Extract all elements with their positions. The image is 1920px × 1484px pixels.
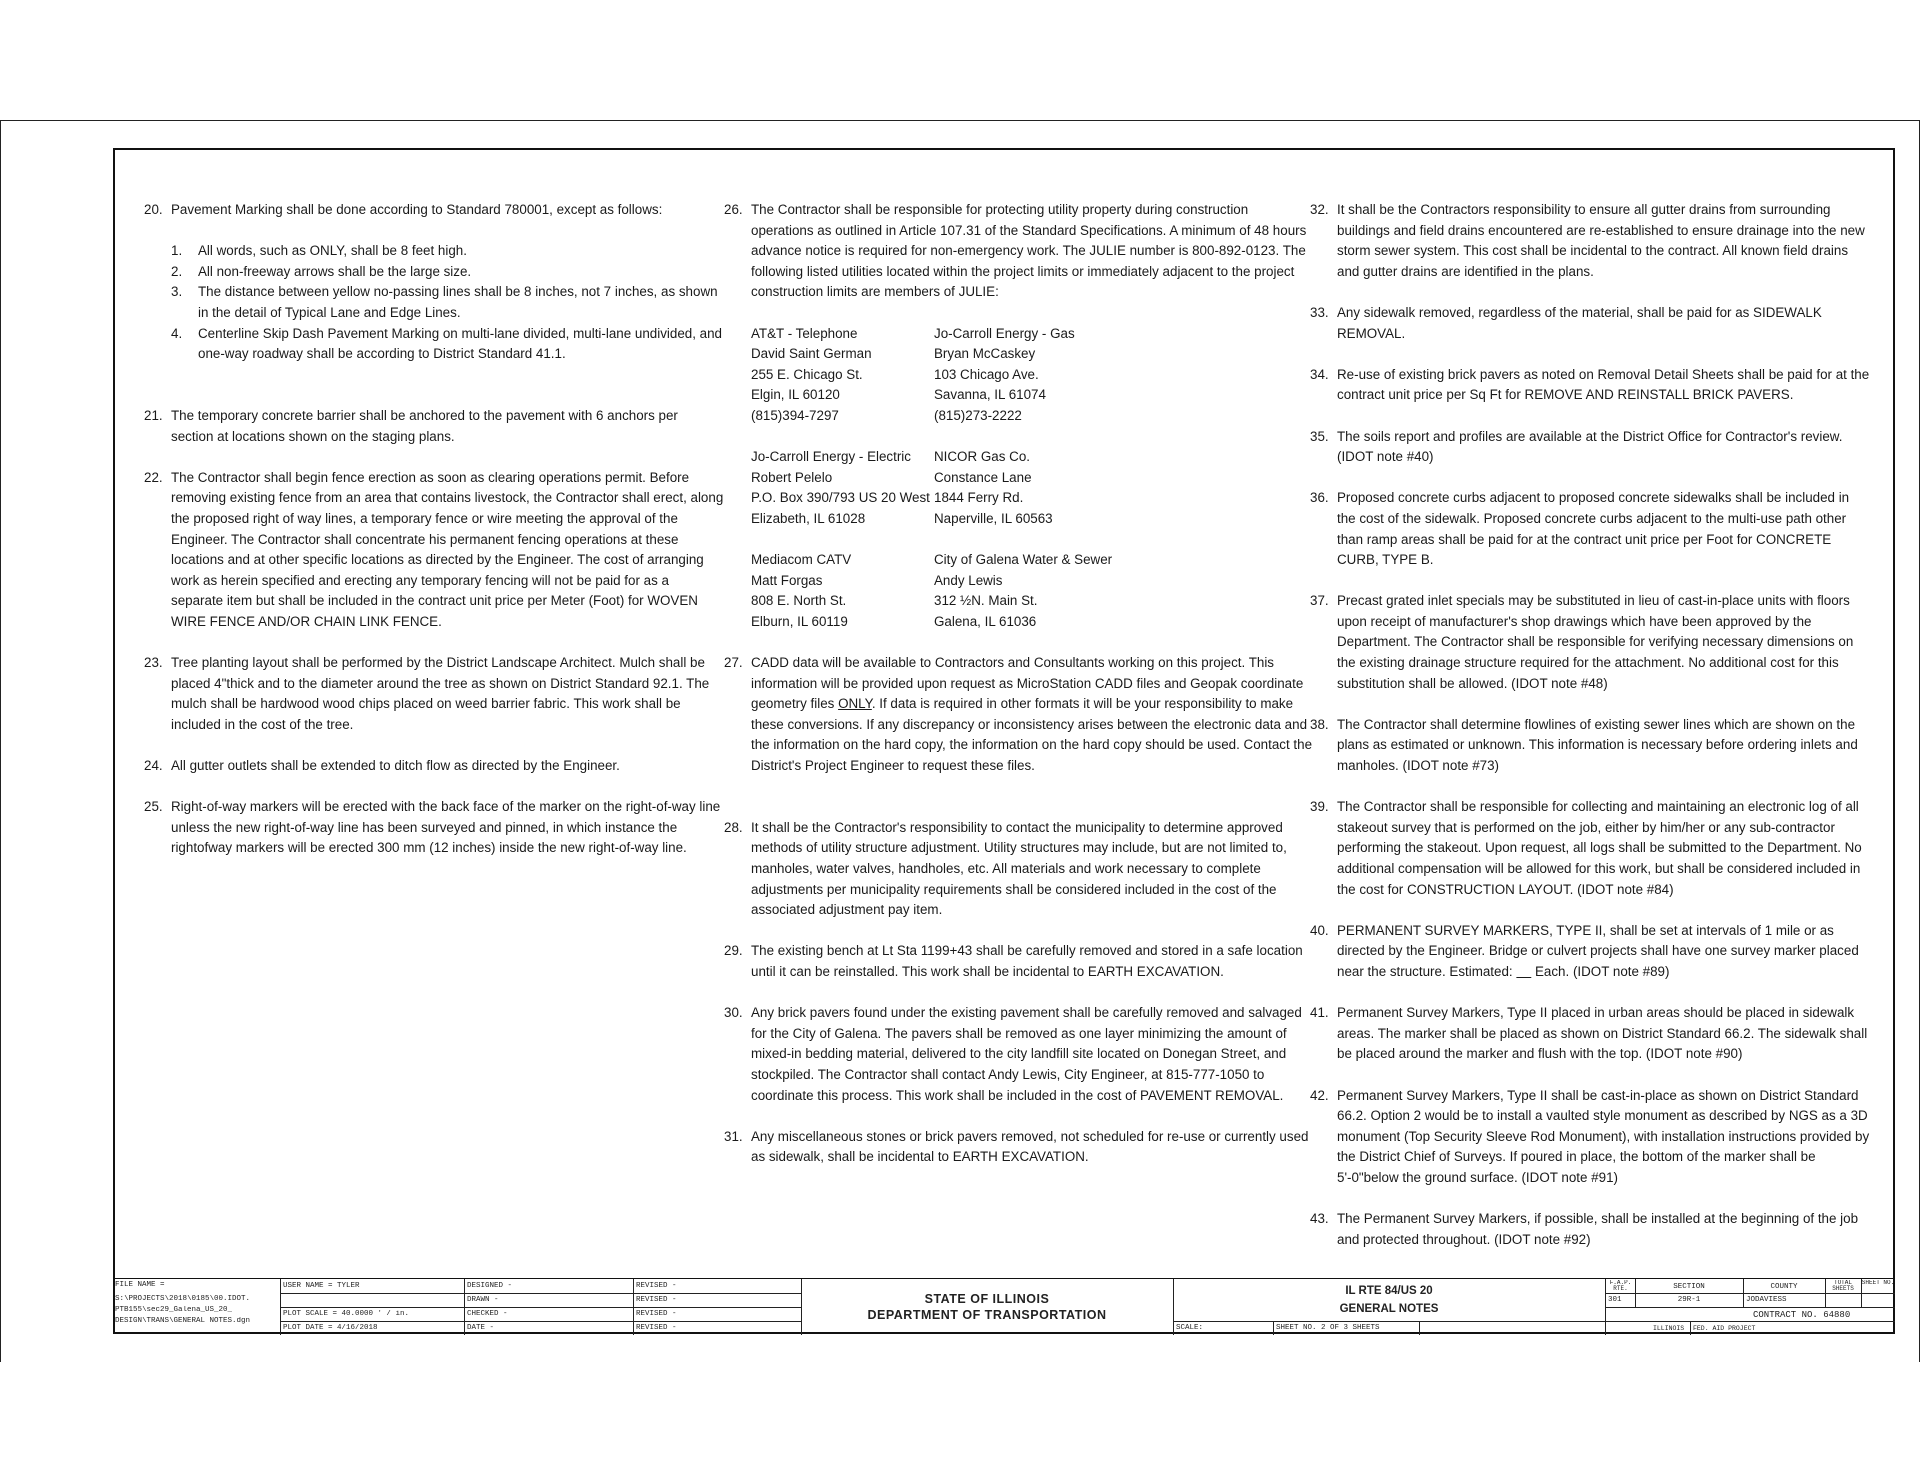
file-name-line-2: PTB155\sec29_Galena_US_20_ <box>115 1306 233 1314</box>
agency-name-line-2: DEPARTMENT OF TRANSPORTATION <box>867 1308 1107 1322</box>
scale-label: SCALE: <box>1176 1324 1204 1332</box>
note-31: 31. Any miscellaneous stones or brick pavers removed, not scheduled for re-use or currently used as sidewalk, shall be incidental to EARTH EXCAVATION. <box>724 1128 1309 1165</box>
plot-date: PLOT DATE = 4/16/2018 <box>283 1324 378 1332</box>
file-name-label: FILE NAME = <box>115 1281 165 1289</box>
county-value: JODAVIESS <box>1746 1296 1787 1304</box>
section-value: 29R-1 <box>1677 1296 1701 1304</box>
note-42: 42. Permanent Survey Markers, Type II shall be cast-in-place as shown on District Standard 66.2. Option 2 would be to install a vaulted style monument as described by NGS as a 3D monument (Top Security Sleeve Rod Monument), with installation instructions provided by the District Chief of Surveys. If poured in place, the bottom of the marker shall be 5'-0"below the ground surface. (IDOT note #91) <box>1310 1087 1870 1185</box>
note-20-item-1: 1. All words, such as ONLY, shall be 8 feet high. <box>171 243 467 259</box>
utility-contacts-1: AT&T - Telephone Jo-Carroll Energy - Gas David Saint German Bryan McCaskey 255 E. Chicago St. 103 Chicago Ave. Elgin, IL 60120 Savanna, IL 61074 (815)394-7297 (815)273-2222 <box>751 325 1075 423</box>
total-sheets-label: TOTAL SHEETS <box>1832 1280 1854 1292</box>
note-38: 38. The Contractor shall determine flowlines of existing sewer lines which are shown on the plans as estimated or unknown. This information is necessary before ordering inlets and manholes. (IDOT note #73) <box>1310 716 1858 774</box>
note-30: 30. Any brick pavers found under the existing pavement shall be carefully removed and salvaged for the City of Galena. The pavers shall be removed as one layer minimizing the amount of mixed-in bedding material, delivered to the city landfill site located on Donegan Street, and stockpiled. The Contractor shall contact Andy Lewis, City Engineer, at 815-777-1050 to coordinate this process. This work shall be included in the cost of PAVEMENT REMOVAL. <box>724 1005 1302 1103</box>
note-28: 28. It shall be the Contractor's responsibility to contact the municipality to determine approved methods of utility structure adjustment. Utility structures may include, but are not limited to, manholes, water valves, handholes, etc. All materials and work necessary to complete adjustments per municipality requirements shall be considered included in the cost of the associated adjustment pay item. <box>724 819 1287 918</box>
plot-scale: PLOT SCALE = 40.0000 ' / in. <box>283 1310 410 1318</box>
file-name-line-3: DESIGN\TRANS\GENERAL NOTES.dgn <box>115 1317 251 1325</box>
fap-route-value: 301 <box>1608 1296 1622 1304</box>
revised-2: REVISED - <box>636 1296 677 1304</box>
note-20-item-4: 4. Centerline Skip Dash Pavement Marking on multi-lane divided, multi-lane undivided, and one-way roadway shall be according to District Standard 41.1. <box>171 325 723 362</box>
note-40: 40. PERMANENT SURVEY MARKERS, TYPE II, shall be set at intervals of 1 mile or as directed by the Engineer. Bridge or culvert projects shall have one survey marker placed near the structure. Estimated: Each. (IDOT note #89) <box>1310 922 1859 979</box>
note-37: 37. Precast grated inlet specials may be substituted in lieu of cast-in-place units with floors upon receipt of manufacturer's shop drawings which have been approved by the Department. The Contractor shall be responsible for verifying necessary dimensions on the existing drainage structure required for the attachment. No additional cost for this substitution shall be allowed. (IDOT note #48) <box>1310 593 1854 691</box>
note-36: 36. Proposed concrete curbs adjacent to proposed concrete sidewalks shall be included in the cost of the sidewalk. Proposed concrete curbs adjacent to the multi-use path other than ramp areas shall be paid for at the contract unit price per Foot for CONCRETE CURB, TYPE B. <box>1310 490 1850 568</box>
utility-contacts-2: Jo-Carroll Energy - Electric NICOR Gas Co. Robert Pelelo Constance Lane P.O. Box 390/793 US 20 West 1844 Ferry Rd. Elizabeth, IL 61028 Naperville, IL 60563 <box>751 449 1053 526</box>
agency-name-line-1: STATE OF ILLINOIS <box>924 1292 1050 1306</box>
note-33: 33. Any sidewalk removed, regardless of the material, shall be paid for as SIDEWALK REMOVAL. <box>1310 304 1822 341</box>
drawn: DRAWN - <box>467 1296 499 1304</box>
notes-column-1 <box>144 200 724 859</box>
section-label: SECTION <box>1673 1283 1705 1291</box>
note-24: 24. All gutter outlets shall be extended to ditch flow as directed by the Engineer. <box>144 758 620 774</box>
note-35: 35. The soils report and profiles are available at the District Office for Contractor's review. (IDOT note #40) <box>1310 428 1843 465</box>
note-41: 41. Permanent Survey Markers, Type II placed in urban areas should be placed in sidewalk areas. The marker shall be placed as shown on District Standard 66.2. The sidewalk shall be placed around the marker and flush with the top. (IDOT note #90) <box>1310 1005 1868 1062</box>
county-label: COUNTY <box>1770 1283 1798 1291</box>
note-25: 25. Right-of-way markers will be erected with the back face of the marker on the right-of-way line unless the new right-of-way line has been surveyed and pinned, in which instance the rightofway markers will be erected 300 mm (12 inches) inside the new right-of-way line. <box>144 799 721 856</box>
notes-column-2 <box>724 200 1314 1168</box>
revised-4: REVISED - <box>636 1324 677 1332</box>
note-27: 27. CADD data will be available to Contractors and Consultants working on this project. This information will be provided upon request as MicroStation CADD files and Geopak coordinate geometry files ONLY. If data is required in other formats it will be your responsibility to make these conversions. If any discrepancy or inconsistency arises between the electronic data and the information on the hard copy, the information on the hard copy should be used. Contact the District's Project Engineer to request these files. <box>724 655 1313 774</box>
note-26: 26. The Contractor shall be responsible for protecting utility property during construction operations as outlined in Article 107.31 of the Standard Specifications. A minimum of 48 hours advance notice is required for non-emergency work. The JULIE number is 800-892-0123. The following listed utilities located within the project limits or immediately adjacent to the project construction limits are members of JULIE: <box>724 202 1307 300</box>
contract-number: CONTRACT NO. 64880 <box>1753 1310 1851 1320</box>
note-23: 23. Tree planting layout shall be performed by the District Landscape Architect. Mulch shall be placed 4"thick and to the diameter around the tree as shown on District Standard 92.1. The mulch shall be hardwood wood chips placed on weed barrier fabric. This work shall be included in the cost of the tree. <box>144 655 710 732</box>
notes-column-3 <box>1310 200 1870 1250</box>
note-21: 21. The temporary concrete barrier shall be anchored to the pavement with 6 anchors per section at locations shown on the staging plans. <box>144 407 678 444</box>
illinois-label: ILLINOIS <box>1653 1325 1685 1332</box>
date: DATE - <box>467 1324 495 1332</box>
sheet-no-label: SHEET NO. <box>1861 1280 1895 1286</box>
title-block <box>113 1278 1895 1335</box>
user-name: USER NAME = TYLER <box>283 1282 360 1290</box>
checked: CHECKED - <box>467 1310 508 1318</box>
utility-contacts-3: Mediacom CATV City of Galena Water & Sewer Matt Forgas Andy Lewis 808 E. North St. 312 ½N. Main St. Elburn, IL 60119 Galena, IL 61036 <box>751 552 1113 629</box>
fap-route-label: F.A.P. RTE. <box>1609 1280 1632 1292</box>
file-name-line-1: S:\PROJECTS\2018\0185\00.IDOT. <box>115 1295 251 1303</box>
note-20-item-3: 3. The distance between yellow no-passing lines shall be 8 inches, not 7 inches, as shown in the detail of Typical Lane and Edge Lines. <box>171 284 718 320</box>
note-39: 39. The Contractor shall be responsible for collecting and maintaining an electronic log of all stakeout survey that is performed on the job, either by him/her or any sub-contractor performing the stakeout. Upon request, all logs shall be submitted to the Department. No additional compensation will be allowed for this work, but shall be considered included in the cost for CONSTRUCTION LAYOUT. (IDOT note #84) <box>1310 799 1862 897</box>
note-32: 32. It shall be the Contractors responsibility to ensure all gutter drains from surrounding buildings and field drains encountered are re-established to ensure drainage into the new storm sewer system. This cost shall be incidental to the contract. All known field drains and gutter drains are identified in the plans. <box>1310 202 1865 279</box>
note-20-item-2: 2. All non-freeway arrows shall be the large size. <box>171 263 472 279</box>
sheet-number: SHEET NO. 2 OF 3 SHEETS <box>1276 1324 1380 1332</box>
route-title: IL RTE 84/US 20 <box>1345 1285 1433 1297</box>
sheet-title: GENERAL NOTES <box>1339 1303 1439 1315</box>
note-22: 22. The Contractor shall begin fence erection as soon as clearing operations permit. Before removing existing fence from an area that contains livestock, the Contractor shall erect, along the proposed right of way lines, a temporary fence or wire meeting the approval of the Engineer. The Contractor shall concentrate his permanent fencing operations at these locations and at other specific locations as directed by the Engineer. The cost of arranging work as herein specified and erecting any temporary fencing will not be paid for as a separate item but shall be included in the contract unit price per Meter (Foot) for WOVEN WIRE FENCE AND/OR CHAIN LINK FENCE. <box>144 469 724 629</box>
revised-3: REVISED - <box>636 1310 677 1318</box>
note-34: 34. Re-use of existing brick pavers as noted on Removal Detail Sheets shall be paid for at the contract unit price per Sq Ft for REMOVE AND REINSTALL BRICK PAVERS. <box>1310 366 1870 403</box>
fed-aid-project-label: FED. AID PROJECT <box>1693 1325 1756 1332</box>
revised-1: REVISED - <box>636 1282 677 1290</box>
designed: DESIGNED - <box>467 1282 513 1290</box>
note-29: 29. The existing bench at Lt Sta 1199+43 shall be carefully removed and stored in a safe location until it can be reinstalled. This work shall be incidental to EARTH EXCAVATION. <box>724 943 1303 979</box>
note-20: 20. Pavement Marking shall be done according to Standard 780001, except as follows: <box>144 202 663 217</box>
note-43: 43. The Permanent Survey Markers, if possible, shall be installed at the beginning of the job and protected throughout. (IDOT note #92) <box>1310 1211 1859 1247</box>
